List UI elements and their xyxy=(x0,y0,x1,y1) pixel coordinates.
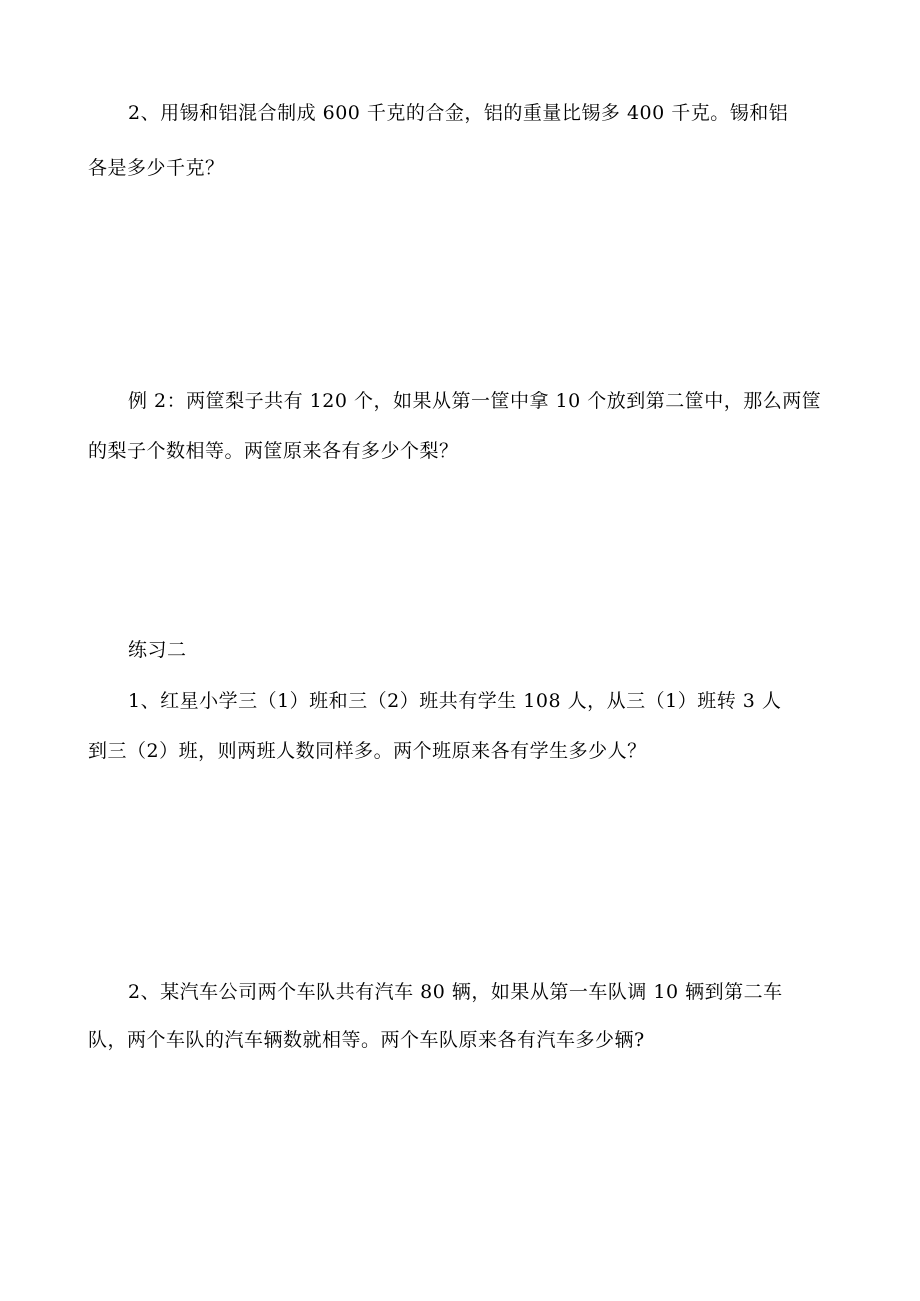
exercise-2-q1-line-2: 到三（2）班，则两班人数同样多。两个班原来各有学生多少人？ xyxy=(88,740,647,762)
problem-2-line-2: 各是多少千克？ xyxy=(88,157,225,179)
exercise-2-q1-line-1: 1、红星小学三（1）班和三（2）班共有学生 108 人，从三（1）班转 3 人 xyxy=(128,690,782,712)
exercise-2-q2-line-2: 队，两个车队的汽车辆数就相等。两个车队原来各有汽车多少辆? xyxy=(88,1029,645,1051)
example-2-line-1: 例 2：两筐梨子共有 120 个，如果从第一筐中拿 10 个放到第二筐中，那么两筐 xyxy=(128,390,822,412)
exercise-2-heading: 练习二 xyxy=(128,639,187,661)
exercise-2-q2-line-1: 2、某汽车公司两个车队共有汽车 80 辆，如果从第一车队调 10 辆到第二车 xyxy=(128,981,783,1003)
example-2-line-2: 的梨子个数相等。两筐原来各有多少个梨？ xyxy=(88,440,459,462)
problem-2-line-1: 2、用锡和铝混合制成 600 千克的合金，铝的重量比锡多 400 千克。锡和铝 xyxy=(128,102,789,124)
